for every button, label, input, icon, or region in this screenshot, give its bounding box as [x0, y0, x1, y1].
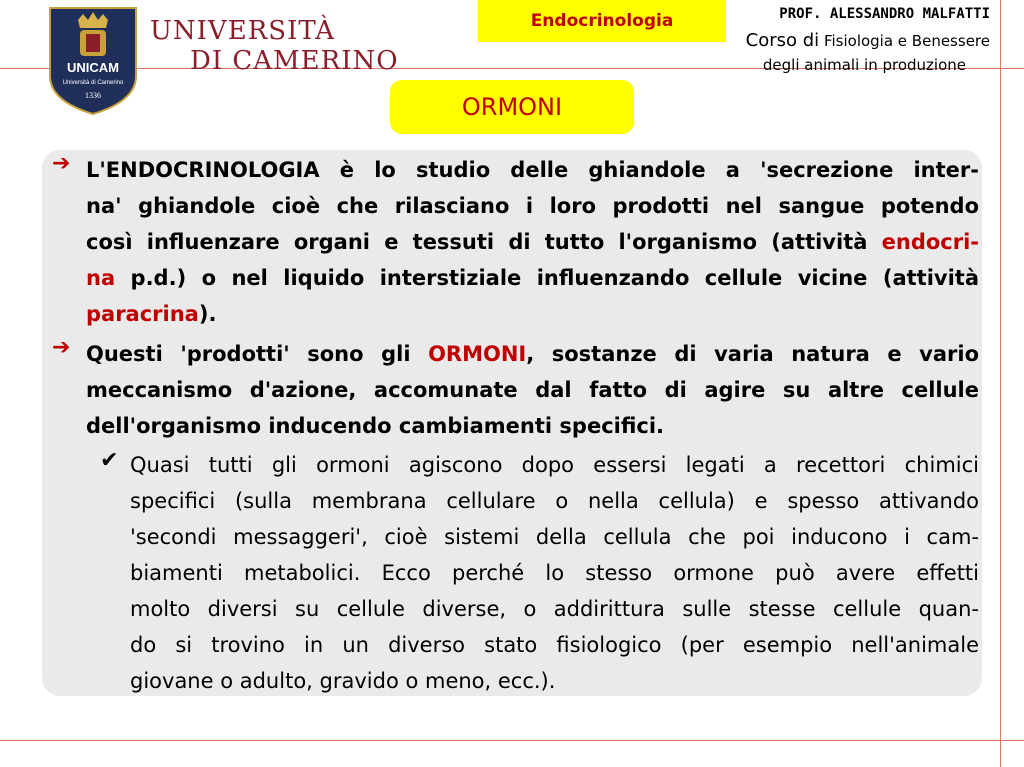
- bullet1-line3-text: così influenzare organi e tessuti di tutto l'organismo (attività: [86, 230, 882, 254]
- logo-subtext: Università di Camerino: [62, 80, 124, 86]
- term-paracrina: paracrina: [86, 302, 199, 326]
- red-arrow-icon: ➔: [52, 151, 71, 176]
- course-title-line1: [690, 30, 990, 51]
- bullet1-line5: [86, 296, 979, 332]
- logo-text: UNICAM: [67, 60, 119, 75]
- term-endocrina-part1: endocri-: [881, 230, 979, 254]
- bullet1-line4: [86, 260, 979, 296]
- term-endocrina-part2: na: [86, 266, 116, 290]
- course-title-line2: degli animali in produzione: [762, 56, 966, 74]
- sub-bullet-paragraph: [130, 447, 979, 699]
- university-name-line2: DI CAMERINO: [190, 46, 399, 76]
- bullet2-line1: [86, 336, 979, 372]
- red-arrow-icon: ➔: [52, 335, 71, 360]
- bullet1-line1: L'ENDOCRINOLOGIA è lo studio delle ghiandole a 'secrezione inter-: [86, 158, 979, 182]
- sub-line4: biamenti metabolici. Ecco perché lo stesso ormone può avere effetti: [130, 561, 979, 585]
- course-name: Fisiologia e Benessere: [823, 32, 990, 50]
- checkmark-icon: ✔: [100, 448, 119, 473]
- sub-line1: Quasi tutti gli ormoni agiscono dopo essersi legati a recettori chimici: [130, 453, 979, 477]
- university-name: [150, 16, 399, 76]
- professor-name: PROF. ALESSANDRO MALFATTI: [779, 6, 990, 22]
- term-ormoni: ORMONI: [428, 342, 527, 366]
- bullet-paragraph-2: [86, 336, 979, 444]
- bullet1-line3: [86, 224, 979, 260]
- course-word: Corso di: [745, 30, 820, 51]
- logo-year: 1336: [85, 91, 101, 100]
- slide-title-box: [390, 80, 634, 134]
- unicam-logo: [48, 6, 138, 116]
- bullet2-line2: meccanismo d'azione, accomunate dal fatto di agire su altre cellule: [86, 378, 979, 402]
- bullet2-line1-rest: , sostanze di varia natura e vario: [526, 342, 979, 366]
- sub-line6: do si trovino in un diverso stato fisiologico (per esempio nell'animale: [130, 633, 979, 657]
- sub-line2: specifici (sulla membrana cellulare o nella cellula) e spesso attivando: [130, 489, 979, 513]
- sub-line5: molto diversi su cellule diverse, o addirittura sulle stesse cellule quan-: [130, 597, 979, 621]
- right-margin-rule: [1000, 0, 1001, 767]
- footer-rule: [0, 740, 1024, 741]
- topic-banner: [478, 0, 726, 42]
- sub-line7: giovane o adulto, gravido o meno, ecc.).: [130, 669, 556, 693]
- bullet2-line1-text: Questi 'prodotti' sono gli: [86, 342, 429, 366]
- sub-line3: 'secondi messaggeri', cioè sistemi della cellula che poi inducono i cam-: [130, 525, 979, 549]
- bullet2-line3: dell'organismo inducendo cambiamenti specifici.: [86, 414, 665, 438]
- bullet-paragraph-1: [86, 152, 979, 332]
- bullet1-line5-text: ).: [198, 302, 217, 326]
- slide-title: ORMONI: [461, 93, 563, 121]
- bullet1-line2: na' ghiandole cioè che rilasciano i loro prodotti nel sangue potendo: [86, 194, 979, 218]
- bullet1-line4-text: p.d.) o nel liquido interstiziale influenzando cellule vicine (attività: [115, 266, 979, 290]
- topic-label: Endocrinologia: [530, 11, 674, 31]
- university-name-line1: UNIVERSITÀ: [150, 16, 336, 46]
